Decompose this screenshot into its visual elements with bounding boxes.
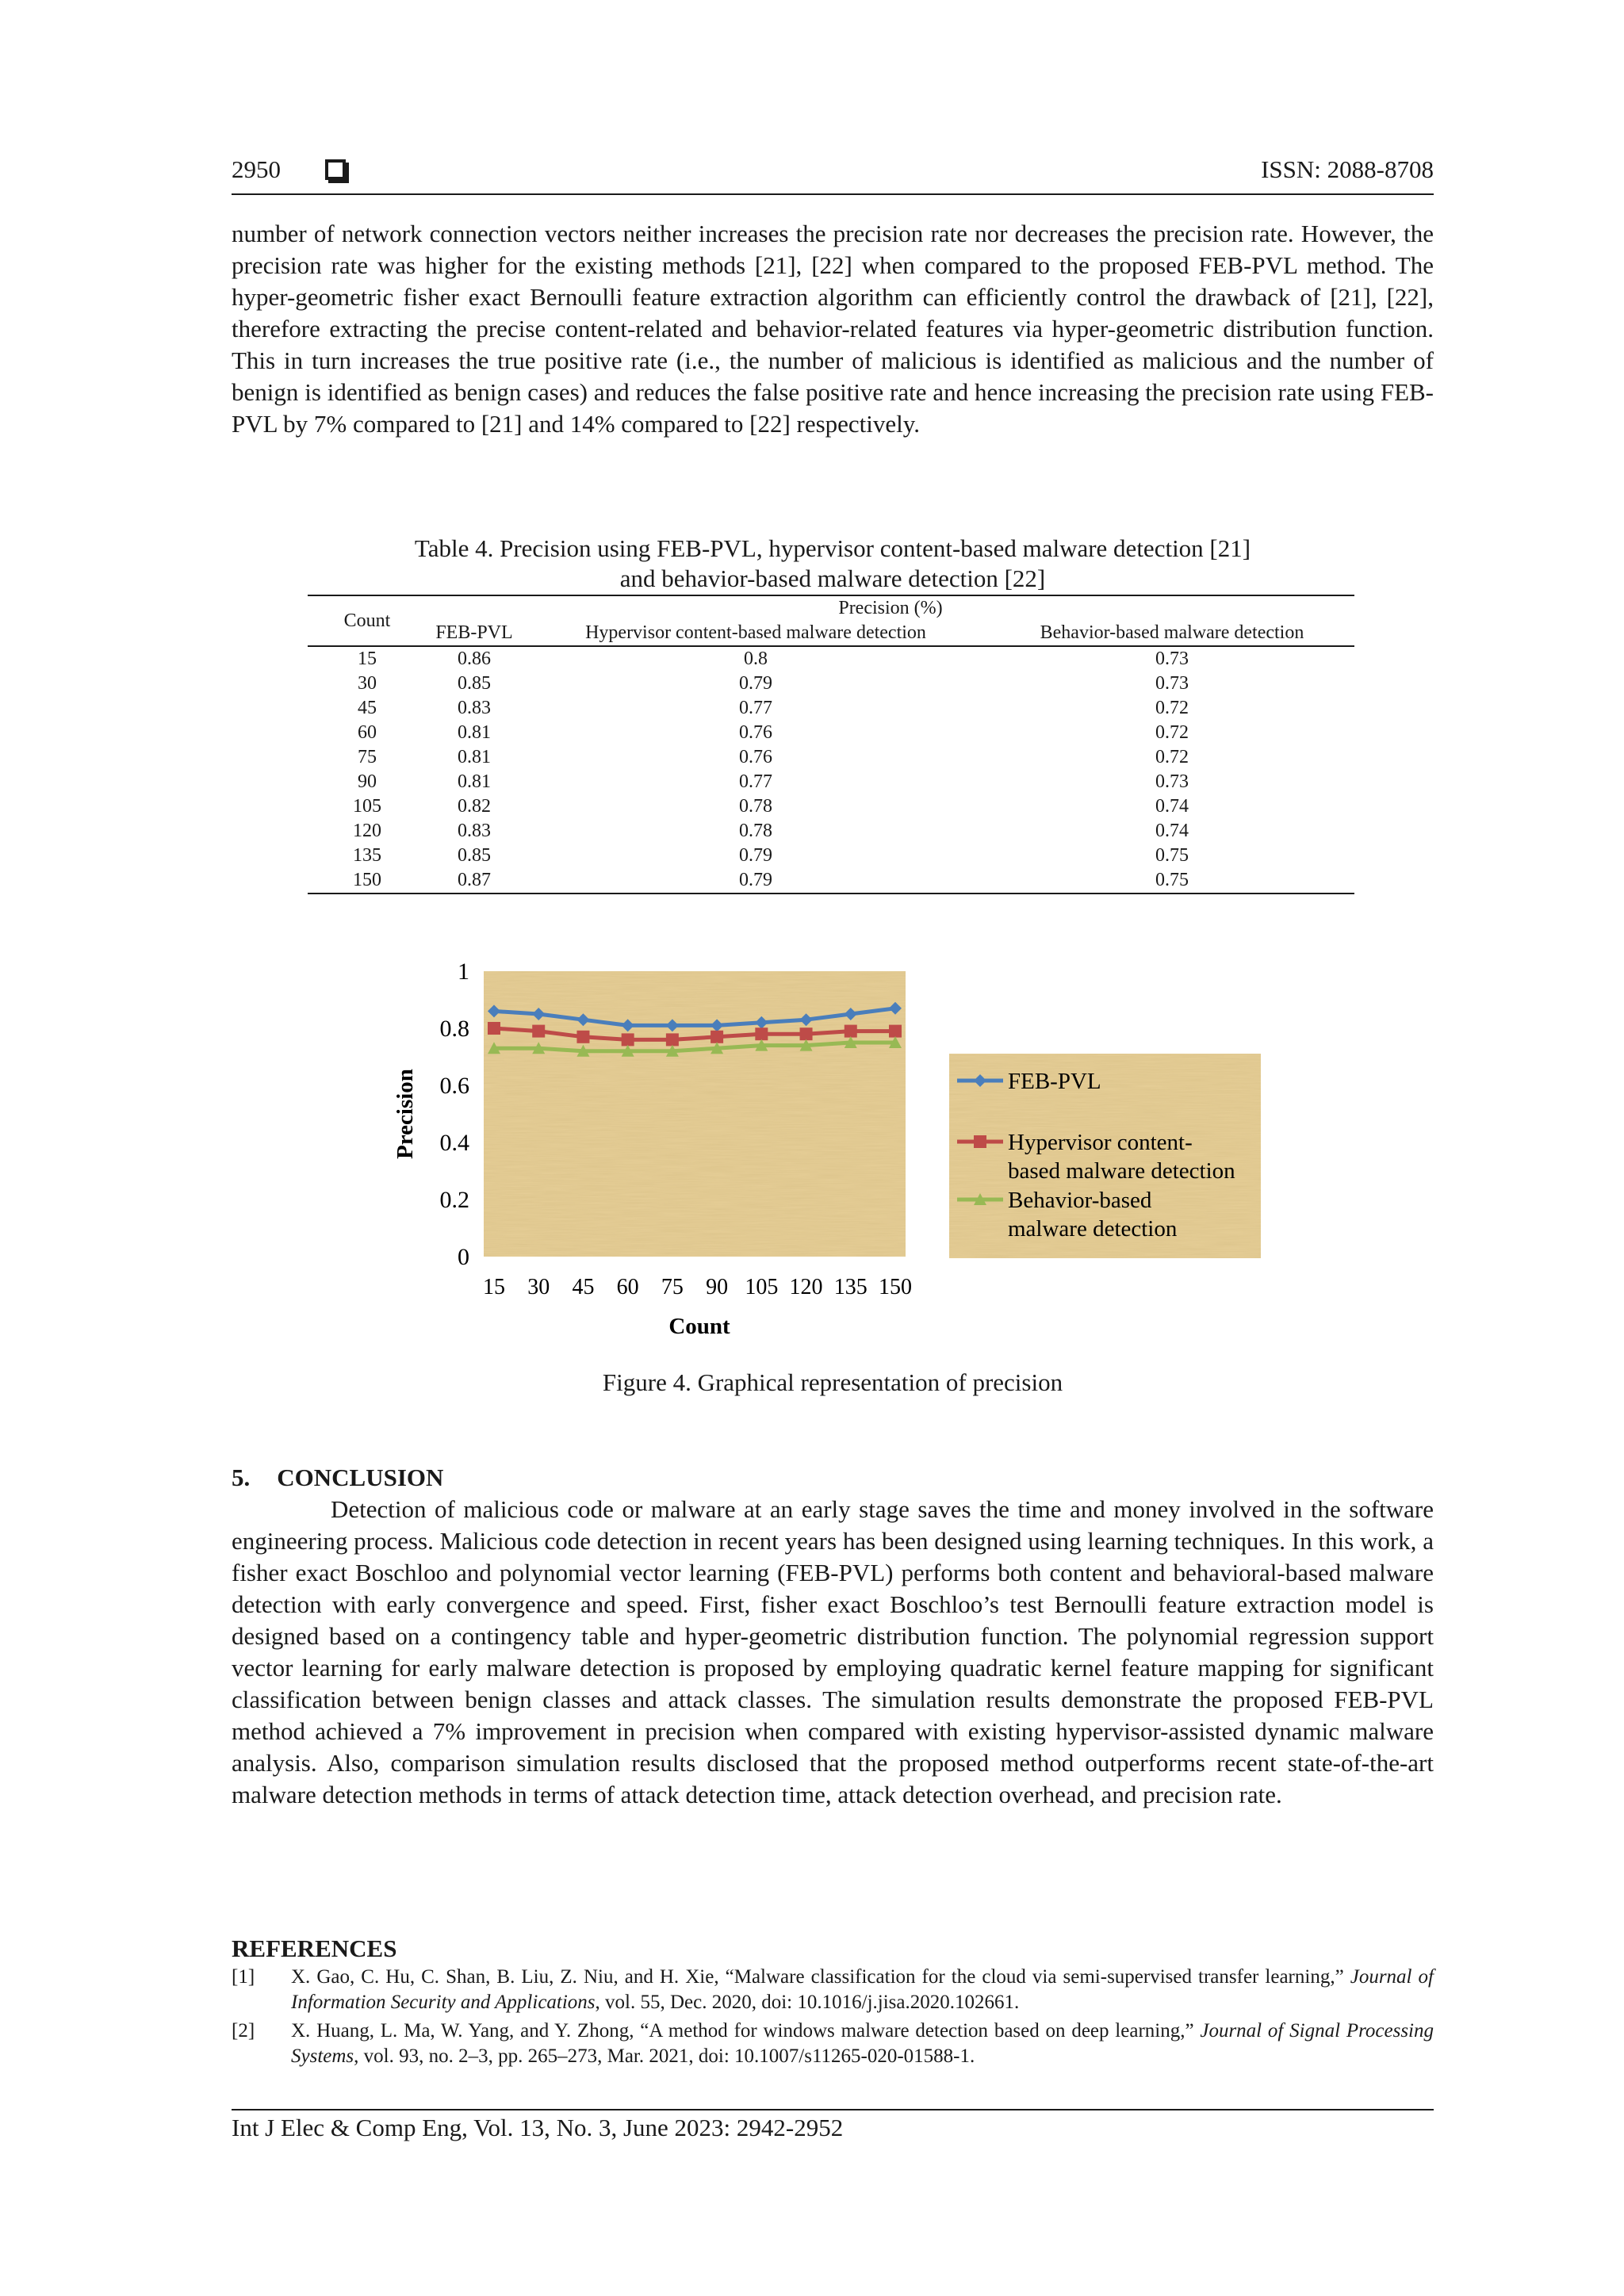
data-point <box>889 1025 902 1038</box>
data-point <box>755 1027 768 1040</box>
table-header-precision-group: Precision (%) <box>427 595 1354 621</box>
x-tick-label: 120 <box>789 1275 823 1299</box>
y-axis-label: Precision <box>393 1069 418 1159</box>
data-point <box>576 1031 589 1043</box>
reference-details: , vol. 55, Dec. 2020, doi: 10.1016/j.jisa.2020.102661. <box>595 1992 1020 2013</box>
precision-table <box>308 595 1354 894</box>
issn: ISSN: 2088-8708 <box>1261 155 1434 183</box>
x-tick-label: 135 <box>833 1275 868 1299</box>
reference-journal: Journal of Information Security and Applications <box>291 1966 1434 2013</box>
x-tick-label: 60 <box>616 1275 639 1299</box>
table-cell: 0.83 <box>458 821 491 841</box>
table-row <box>308 794 1354 819</box>
table-row <box>308 770 1354 794</box>
table-cell: 0.74 <box>1155 821 1189 841</box>
table-cell: 0.81 <box>458 771 491 792</box>
table-cell: 45 <box>358 698 377 718</box>
footer-citation: Int J Elec & Comp Eng, Vol. 13, No. 3, June 2023: 2942-2952 <box>232 2114 844 2141</box>
table-row <box>308 868 1354 894</box>
table-cell: 0.85 <box>458 845 491 866</box>
table-cell: 30 <box>358 673 377 694</box>
table-cell: 0.81 <box>458 722 491 743</box>
table-cell: 135 <box>353 845 381 866</box>
y-tick-label: 0.8 <box>439 1016 469 1042</box>
table-cell: 0.75 <box>990 868 1354 894</box>
table-header-hypervisor: Hypervisor content-based malware detection <box>522 621 990 646</box>
table-cell: 0.77 <box>739 771 772 792</box>
table-cell: 0.76 <box>739 722 772 743</box>
table-row <box>308 672 1354 696</box>
table-cell: 120 <box>353 821 381 841</box>
table-cell: 150 <box>308 868 427 894</box>
x-axis-label: Count <box>668 1314 730 1339</box>
table-cell: 0.87 <box>427 868 522 894</box>
table-cell: 0.76 <box>739 747 772 767</box>
reference-item <box>232 1965 1434 2015</box>
data-point <box>488 1022 500 1035</box>
references-heading: REFERENCES <box>232 1934 397 1962</box>
table-cell: 0.78 <box>739 821 772 841</box>
table-cell: 0.77 <box>739 698 772 718</box>
table-cell: 105 <box>353 796 381 817</box>
table-header-count: Count <box>308 595 427 646</box>
reference-details: , vol. 93, no. 2–3, pp. 265–273, Mar. 2021, doi: 10.1007/s11265-020-01588-1. <box>354 2045 975 2067</box>
legend-marker <box>974 1135 986 1148</box>
page-number: 2950 <box>232 155 281 183</box>
data-point <box>845 1025 857 1038</box>
legend-label: Hypervisor content- <box>1008 1130 1193 1155</box>
table-row <box>308 844 1354 868</box>
table-row <box>308 745 1354 770</box>
table-cell: 0.81 <box>458 747 491 767</box>
table-cell: 0.73 <box>1155 649 1189 669</box>
table-cell: 0.79 <box>739 673 772 694</box>
table-cell: 0.72 <box>1155 698 1189 718</box>
x-tick-label: 30 <box>527 1275 550 1299</box>
data-point <box>532 1025 545 1038</box>
table-cell: 0.75 <box>1155 845 1189 866</box>
x-tick-label: 45 <box>572 1275 595 1299</box>
table-cell: 0.85 <box>458 673 491 694</box>
table-row <box>308 696 1354 721</box>
y-tick-label: 0.6 <box>439 1073 469 1099</box>
reference-number: [1] <box>232 1966 255 1988</box>
table-header-feb-pvl: FEB-PVL <box>427 621 522 646</box>
table-cell: 0.74 <box>1155 796 1189 817</box>
data-point <box>666 1033 679 1046</box>
legend-label: FEB-PVL <box>1008 1069 1101 1094</box>
legend-label: malware detection <box>1008 1216 1178 1242</box>
table-cell: 0.86 <box>458 649 491 669</box>
conclusion-heading <box>232 1464 443 1492</box>
table-cell: 0.78 <box>739 796 772 817</box>
table-cell: 0.79 <box>739 845 772 866</box>
table-cell: 60 <box>358 722 377 743</box>
table4-caption-line1: Table 4. Precision using FEB-PVL, hypervisor content-based malware detection [21] <box>414 534 1251 562</box>
section-number: 5. <box>232 1464 251 1491</box>
y-tick-label: 0 <box>458 1244 469 1270</box>
x-tick-label: 15 <box>483 1275 505 1299</box>
table-cell: 15 <box>358 649 377 669</box>
table-cell: 0.83 <box>458 698 491 718</box>
data-point <box>800 1027 813 1040</box>
conclusion-paragraph: Detection of malicious code or malware at an early stage saves the time and money involved in the software engineering process. Malicious code detection in recent years has been designed using learning techniques. In this work, a fisher exact Boschloo and polynomial vector learning (FEB-PVL) performs both content and behavioral-based malware detection with early convergence and speed. First, fisher exact Boschloo’s test Bernoulli feature extraction model is designed based on a contingency table and hyper-geometric distribution function. The polynomial regression support vector learning for early malware detection is proposed by employing quadratic kernel feature mapping for significant classification between benign classes and attack classes. The simulation results demonstrate the proposed FEB-PVL method achieved a 7% improvement in precision when compared with existing hypervisor-assisted dynamic malware analysis. Also, comparison simulation results disclosed that the proposed method outperforms recent state-of-the-art malware detection methods in terms of attack detection time, attack detection overhead, and precision rate. <box>232 1495 1434 1808</box>
table-cell: 0.72 <box>1155 747 1189 767</box>
table-cell: 0.8 <box>744 649 768 669</box>
y-tick-label: 0.2 <box>439 1187 469 1213</box>
header-rule <box>232 193 1434 195</box>
table-cell: 0.82 <box>458 796 491 817</box>
table-cell: 0.79 <box>522 868 990 894</box>
reference-text: X. Gao, C. Hu, C. Shan, B. Liu, Z. Niu, and H. Xie, “Malware classification for the cloud via semi-supervised transfer learning,” <box>291 1966 1350 1988</box>
legend-label: based malware detection <box>1008 1158 1235 1184</box>
table-cell: 0.73 <box>1155 673 1189 694</box>
intro-paragraph: number of network connection vectors neither increases the precision rate nor decreases the precision rate. However, the precision rate was higher for the existing methods [21], [22] when compared to the proposed FEB-PVL method. The hyper-geometric fisher exact Bernoulli feature extraction algorithm can efficiently control the drawback of [21], [22], therefore extracting the precise content-related and behavior-related features via hyper-geometric distribution function. This in turn increases the true positive rate (i.e., the number of malicious is identified as malicious and the number of benign is identified as benign cases) and reduces the false positive rate and hence increasing the precision rate using FEB-PVL by 7% compared to [21] and 14% compared to [22] respectively. <box>232 220 1434 438</box>
y-tick-label: 1 <box>458 959 469 985</box>
reference-journal: Journal of Signal Processing Systems <box>291 2020 1434 2067</box>
table4-caption-line2: and behavior-based malware detection [22] <box>619 564 1046 592</box>
x-tick-label: 150 <box>879 1275 912 1299</box>
reference-item <box>232 2019 1434 2069</box>
square-bullet-icon <box>325 159 346 180</box>
y-tick-label: 0.4 <box>439 1130 469 1156</box>
x-tick-label: 90 <box>706 1275 729 1299</box>
section-title: CONCLUSION <box>277 1464 444 1491</box>
table-cell: 0.73 <box>1155 771 1189 792</box>
reference-text: X. Huang, L. Ma, W. Yang, and Y. Zhong, “A method for windows malware detection based on deep learning,” <box>291 2020 1201 2042</box>
figure4-caption: Figure 4. Graphical representation of precision <box>602 1368 1063 1396</box>
legend-label: Behavior-based <box>1008 1188 1152 1213</box>
x-tick-label: 75 <box>661 1275 684 1299</box>
data-point <box>622 1033 634 1046</box>
table-cell: 0.72 <box>1155 722 1189 743</box>
table-row <box>308 819 1354 844</box>
x-tick-label: 105 <box>745 1275 779 1299</box>
table-cell: 75 <box>358 747 377 767</box>
table-row <box>308 646 1354 672</box>
reference-number: [2] <box>232 2020 255 2042</box>
footer-rule <box>232 2109 1434 2110</box>
table-cell: 90 <box>358 771 377 792</box>
precision-line-chart <box>381 947 1277 1344</box>
table-header-behavior: Behavior-based malware detection <box>990 621 1354 646</box>
table-row <box>308 721 1354 745</box>
data-point <box>710 1031 723 1043</box>
